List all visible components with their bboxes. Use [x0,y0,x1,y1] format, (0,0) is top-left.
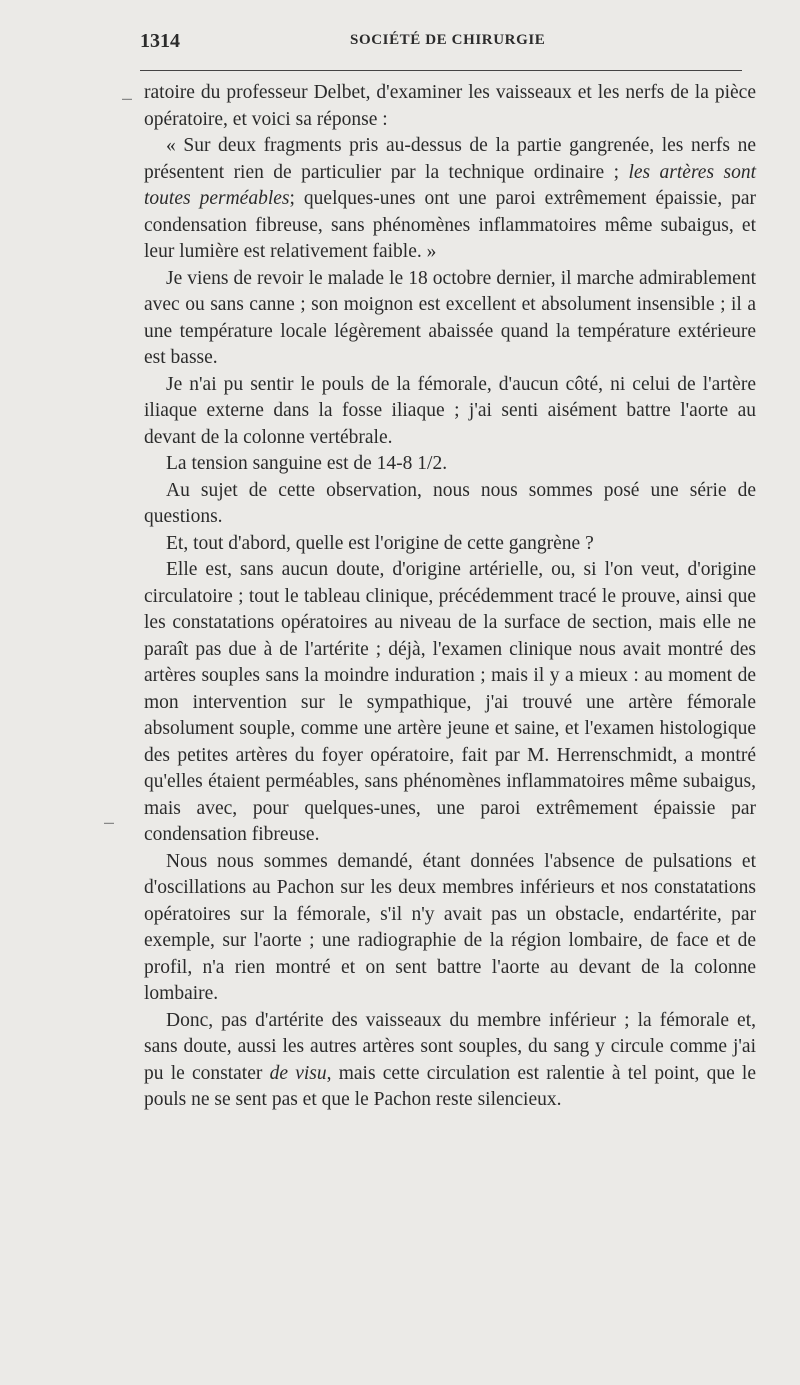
paragraph: Et, tout d'abord, quelle est l'origine de cette gangrène ? [166,532,594,554]
paragraph: Elle est, sans aucun doute, d'origine artérielle, ou, si l'on veut, d'origine circulatoire ; tout le tableau clinique, précédemment tracé le prouve, ainsi que les constatations opératoires au niveau de la surface de section, mais elle ne paraît pas due à de l'artérite ; déjà, l'examen clinique nous avait montré des artères souples sans la moindre induration ; mais il y a mieux : au moment de mon intervention sur le sympathique, j'ai trouvé une artère fémorale absolument souple, comme une artère jeune et saine, et l'examen histologique des petites artères du foyer opératoire, fait par M. Herrenschmidt, a montré qu'elles étaient perméables, sans phénomènes inflammatoires même subaigus, mais avec, pour quelques-unes, une paroi extrêmement épaissie par condensation fibreuse. [144,559,756,845]
quote-paragraph [144,133,756,266]
running-head: SOCIÉTÉ DE CHIRURGIE [350,32,546,48]
emphasis-text: les artères sont toutes perméables [144,161,756,209]
paragraph: ratoire du professeur Delbet, d'examiner les vaisseaux et les nerfs de la pièce opératoire, et voici sa réponse : [144,82,756,130]
header-rule [140,70,742,71]
paragraph-text: , mais cette circulation est ralentie à tel point, que le pouls ne se sent pas et que le Pachon reste silencieux. [144,1062,757,1110]
paragraph-text: Donc, pas d'artérite des vaisseaux du membre inférieur ; la fémorale et, sans doute, aussi les autres artères sont souples, du sang y circule comme j'ai pu le constater [144,1009,756,1084]
quote-text: « Sur deux fragments pris au-dessus de la partie gangrenée, les nerfs ne présentent rien de particulier par la technique ordinaire ; [144,135,756,183]
paragraph: Au sujet de cette observation, nous nous sommes posé une série de questions. [144,479,756,527]
quote-text: ; quelques-unes ont une paroi extrêmement épaissie, par condensation fibreuse, sans phénomènes inflammatoires même subaigus, et leur lumière est relativement faible. » [144,188,756,262]
page-number: 1314 [140,30,180,52]
emphasis-text: de visu [269,1062,327,1084]
margin-dash-mark: – [104,812,115,832]
paragraph: Nous nous sommes demandé, étant données l'absence de pulsations et d'oscillations au Pachon sur les deux membres inférieurs et nos constatations opératoires sur la fémorale, s'il n'y avait pas un obstacle, endartérite, par exemple, sur l'aorte ; une radiographie de la région lombaire, de face et de profil, n'a rien montré et on sent battre l'aorte au devant de la colonne lombaire. [144,850,756,1004]
page-header [140,28,750,54]
paragraph: Je viens de revoir le malade le 18 octobre dernier, il marche admirablement avec ou sans canne ; son moignon est excellent et absolument insensible ; il a une température locale légèrement abaissée quand la température extérieure est basse. [144,267,756,368]
body-text [144,80,756,1114]
paragraph [144,1008,756,1114]
paragraph: La tension sanguine est de 14-8 1/2. [166,453,448,474]
margin-dash-mark: – [122,88,133,108]
paragraph: Je n'ai pu sentir le pouls de la fémorale, d'aucun côté, ni celui de l'artère iliaque externe dans la fosse iliaque ; j'ai senti aisément battre l'aorte au devant de la colonne vertébrale. [144,373,756,448]
